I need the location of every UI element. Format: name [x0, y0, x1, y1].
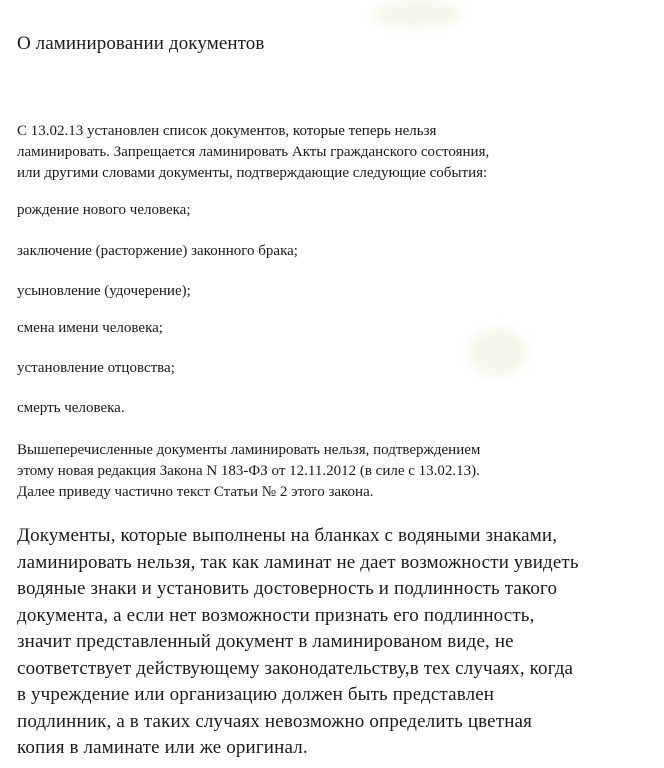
text-line: ламинировать нельзя, так как ламинат не дает возможности увидеть	[17, 551, 579, 573]
event-item: установление отцовства;	[17, 360, 175, 376]
text-line: С 13.02.13 установлен список документов, которые теперь нельзя	[17, 123, 437, 139]
event-item: усыновление (удочерение);	[17, 283, 191, 299]
text-line: копия в ламинате или же оригинал.	[17, 737, 308, 758]
event-item: смена имени человека;	[17, 320, 163, 336]
text-line: Далее приведу частично текст Статьи № 2 этого закона.	[17, 484, 374, 500]
paper-stain	[468, 328, 528, 376]
text-line: значит представленный документ в ламинированом виде, не	[17, 631, 514, 652]
event-item: смерть человека.	[17, 400, 125, 416]
paper-stain	[372, 0, 462, 28]
text-line: Документы, которые выполнены на бланках с водяными знаками,	[17, 525, 558, 546]
page-title: О ламинировании документов	[17, 33, 265, 54]
text-line: водяные знаки и установить достоверность и подлинность такого	[17, 578, 558, 599]
event-item: рождение нового человека;	[17, 202, 191, 218]
note-paragraph	[17, 440, 637, 503]
text-line: документа, а если нет возможности признать его подлинность,	[17, 604, 535, 626]
text-line: Вышеперечисленные документы ламинировать нельзя, подтверждением	[17, 442, 481, 458]
event-item: заключение (расторжение) законного брака;	[17, 243, 298, 259]
law-quote-paragraph	[17, 523, 639, 762]
text-line: ламинировать. Запрещается ламинировать Акты гражданского состояния,	[17, 144, 490, 160]
text-line: подлинник, а в таких случаях невозможно определить цветная	[17, 710, 532, 732]
text-line: этому новая редакция Закона N 183-ФЗ от 12.11.2012 (в силе с 13.02.13).	[17, 463, 480, 479]
text-line: соответствует действующему законодательству,в тех случаях, когда	[17, 657, 574, 679]
text-line: или другими словами документы, подтверждающие следующие события:	[17, 165, 488, 181]
text-line: в учреждение или организацию должен быть представлен	[17, 684, 495, 705]
intro-paragraph	[17, 121, 617, 184]
